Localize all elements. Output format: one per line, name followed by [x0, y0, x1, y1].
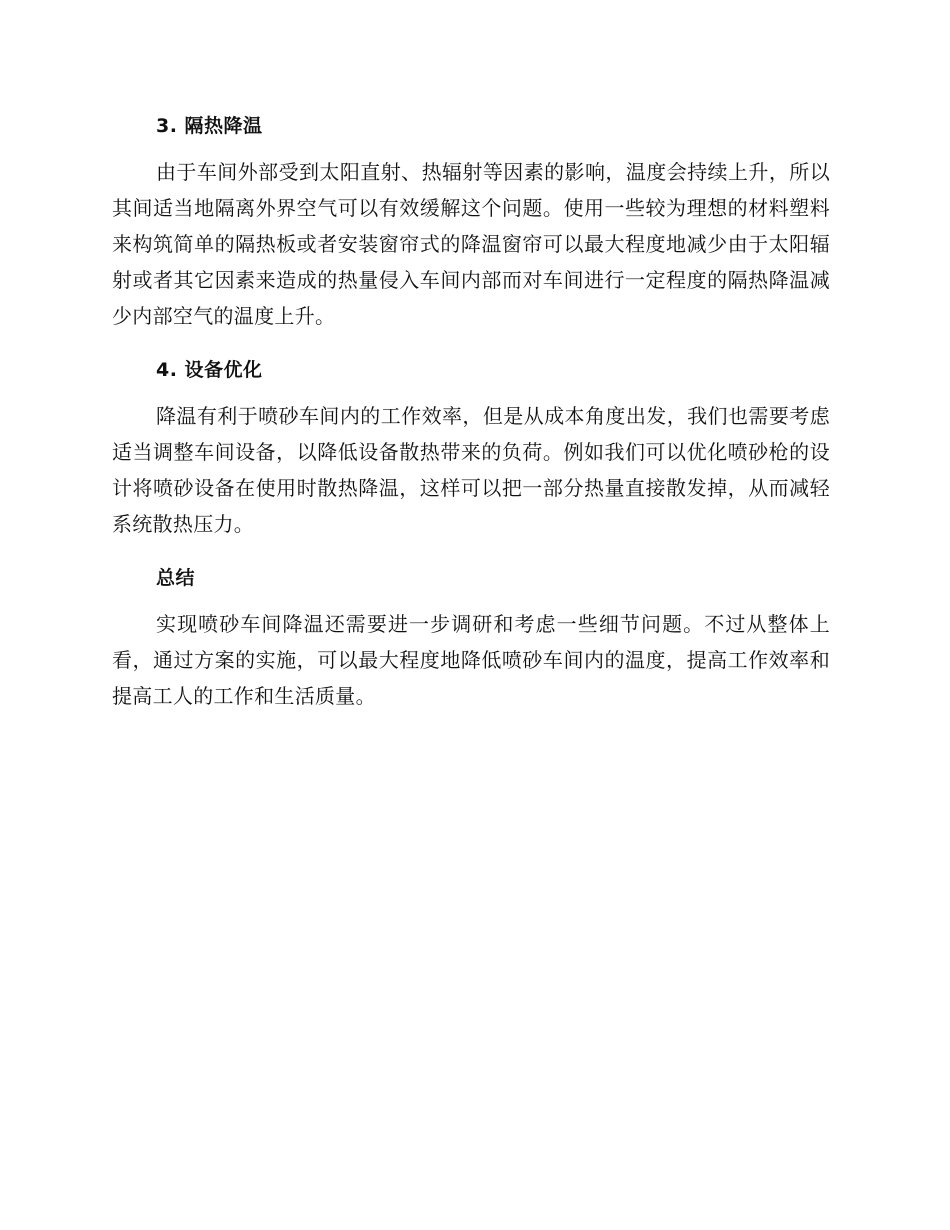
section-paragraph: 实现喷砂车间降温还需要进一步调研和考虑一些细节问题。不过从整体上看，通过方案的实施，可以最大程度地降低喷砂车间内的温度，提高工作效率和提高工人的工作和生活质量。: [112, 612, 830, 708]
section-heading: 4. 设备优化: [156, 359, 263, 381]
section-insulation-cooling: [112, 110, 830, 334]
section-summary: [112, 562, 830, 714]
section-heading: 3. 隔热降温: [156, 115, 263, 137]
section-paragraph: 降温有利于喷砂车间内的工作效率，但是从成本角度出发，我们也需要考虑适当调整车间设备，以降低设备散热带来的负荷。例如我们可以优化喷砂枪的设计将喷砂设备在使用时散热降温，这样可以把一部分热量直接散发掉，从而减轻系统散热压力。: [112, 404, 830, 536]
section-paragraph: 由于车间外部受到太阳直射、热辐射等因素的影响，温度会持续上升，所以其间适当地隔离外界空气可以有效缓解这个问题。使用一些较为理想的材料塑料来构筑简单的隔热板或者安装窗帘式的降温窗帘可以最大程度地减少由于太阳辐射或者其它因素来造成的热量侵入车间内部而对车间进行一定程度的隔热降温减少内部空气的温度上升。: [112, 160, 830, 328]
section-heading: 总结: [156, 567, 196, 589]
document-page: [112, 110, 830, 734]
section-equipment-optimization: [112, 354, 830, 542]
